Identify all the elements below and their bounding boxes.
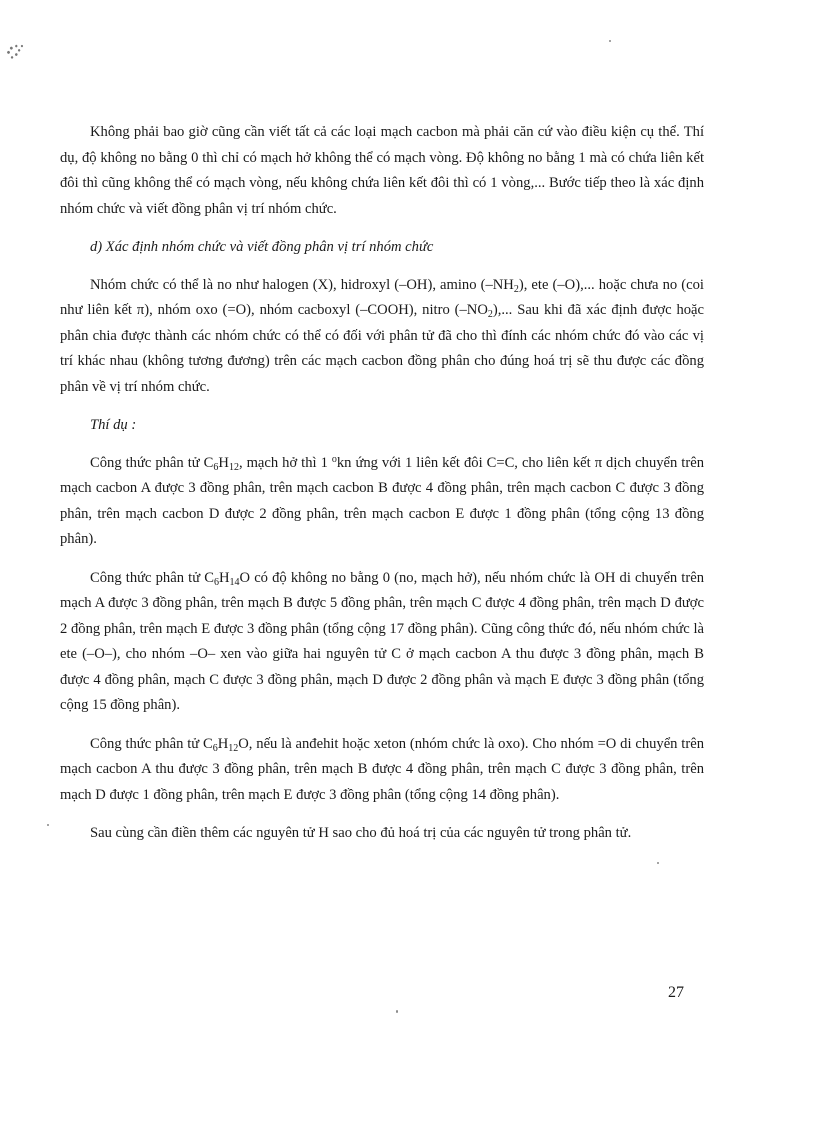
paragraph-example-c6h12: Công thức phân tử $C_6H_{12}$, mạch hở thì 1 $^o$kn ứng với 1 liên kết đôi C=C, cho liên kết π dịch chuyển trên mạch cacbon A được 3 đồng phân, trên mạch cacbon B được 4 đồng phân, trên mạch cacbon C được 3 đồng phân, trên mạch cacbon D được 2 đồng phân, trên mạch cacbon E được 1 đồng phân (tổng cộng 13 đồng phân). [60, 453, 704, 547]
scan-speck [609, 40, 611, 42]
paragraph-example-c6h12o: Công thức phân tử $C_6H_{12}O$, nếu là anđehit hoặc xeton (nhóm chức là oxo). Cho nhóm =O di chuyển trên mạch cacbon A thu được 3 đồng phân, trên mạch B được 4 đồng phân, trên mạch C được 3 đồng phân, trên mạch D được 1 đồng phân, trên mạch E được 3 đồng phân (tổng cộng 14 đồng phân). [60, 735, 704, 803]
corner-scribble-icon [0, 30, 38, 72]
scan-speck [396, 1010, 398, 1013]
section-subheading: d) Xác định nhóm chức và viết đồng phân vị trí nhóm chức [90, 239, 434, 255]
scan-speck [657, 862, 659, 864]
scan-speck [47, 824, 49, 826]
scan-corner-mark [0, 30, 38, 72]
paragraph-functional-groups: Nhóm chức có thể là no như halogen (X), hidroxyl (–OH), amino $(-NH_2)$, ete (–O),... hoặc chưa no (coi như liên kết π), nhóm oxo (=O), nhóm cacboxyl (–COOH), nitro $(-NO_2)$,... Sau khi đã xác định được hoặc phân chia được thành các nhóm chức có thể có đối với phân tử đã cho thì đính các nhóm chức đó vào các vị trí khác nhau (không tương đương) trên các mạch cacbon đồng phân cho đúng hoá trị sẽ thu được các đồng phân về vị trí nhóm chức. [60, 276, 705, 395]
paragraph-intro: Không phải bao giờ cũng cần viết tất cả các loại mạch cacbon mà phải căn cứ vào điều kiện cụ thể. Thí dụ, độ không no bằng 0 thì chỉ có mạch hở không thể có mạch vòng. Độ không no bằng 1 mà có chứa liên kết đôi thì cũng không thể có mạch vòng, nếu không chứa liên kết đôi thì có 1 vòng,... Bước tiếp theo là xác định nhóm chức và viết đồng phân vị trí nhóm chức. [60, 124, 704, 217]
paragraph-example-c6h14o: Công thức phân tử $C_6H_{14}O$ có độ không no bằng 0 (no, mạch hở), nếu nhóm chức là OH di chuyển trên mạch A được 3 đồng phân, trên mạch B được 5 đồng phân, trên mạch C được 4 đồng phân, trên mạch D được 2 đồng phân, trên mạch E được 3 đồng phân (tổng cộng 17 đồng phân). Cũng công thức đó, nếu nhóm chức là ete (–O–), cho nhóm –O– xen vào giữa hai nguyên tử C ở mạch cacbon A thu được 3 đồng phân, mạch B được 4 đồng phân, mạch C được 3 đồng phân, mạch D được 2 đồng phân và mạch E được 3 đồng phân (tổng cộng 15 đồng phân). [60, 569, 704, 713]
page-body [60, 120, 704, 860]
paragraph-conclusion: Sau cùng cần điền thêm các nguyên tử H sao cho đủ hoá trị của các nguyên tử trong phân tử. [90, 825, 632, 841]
page-number: 27 [668, 984, 684, 1001]
example-label: Thí dụ : [90, 417, 137, 433]
